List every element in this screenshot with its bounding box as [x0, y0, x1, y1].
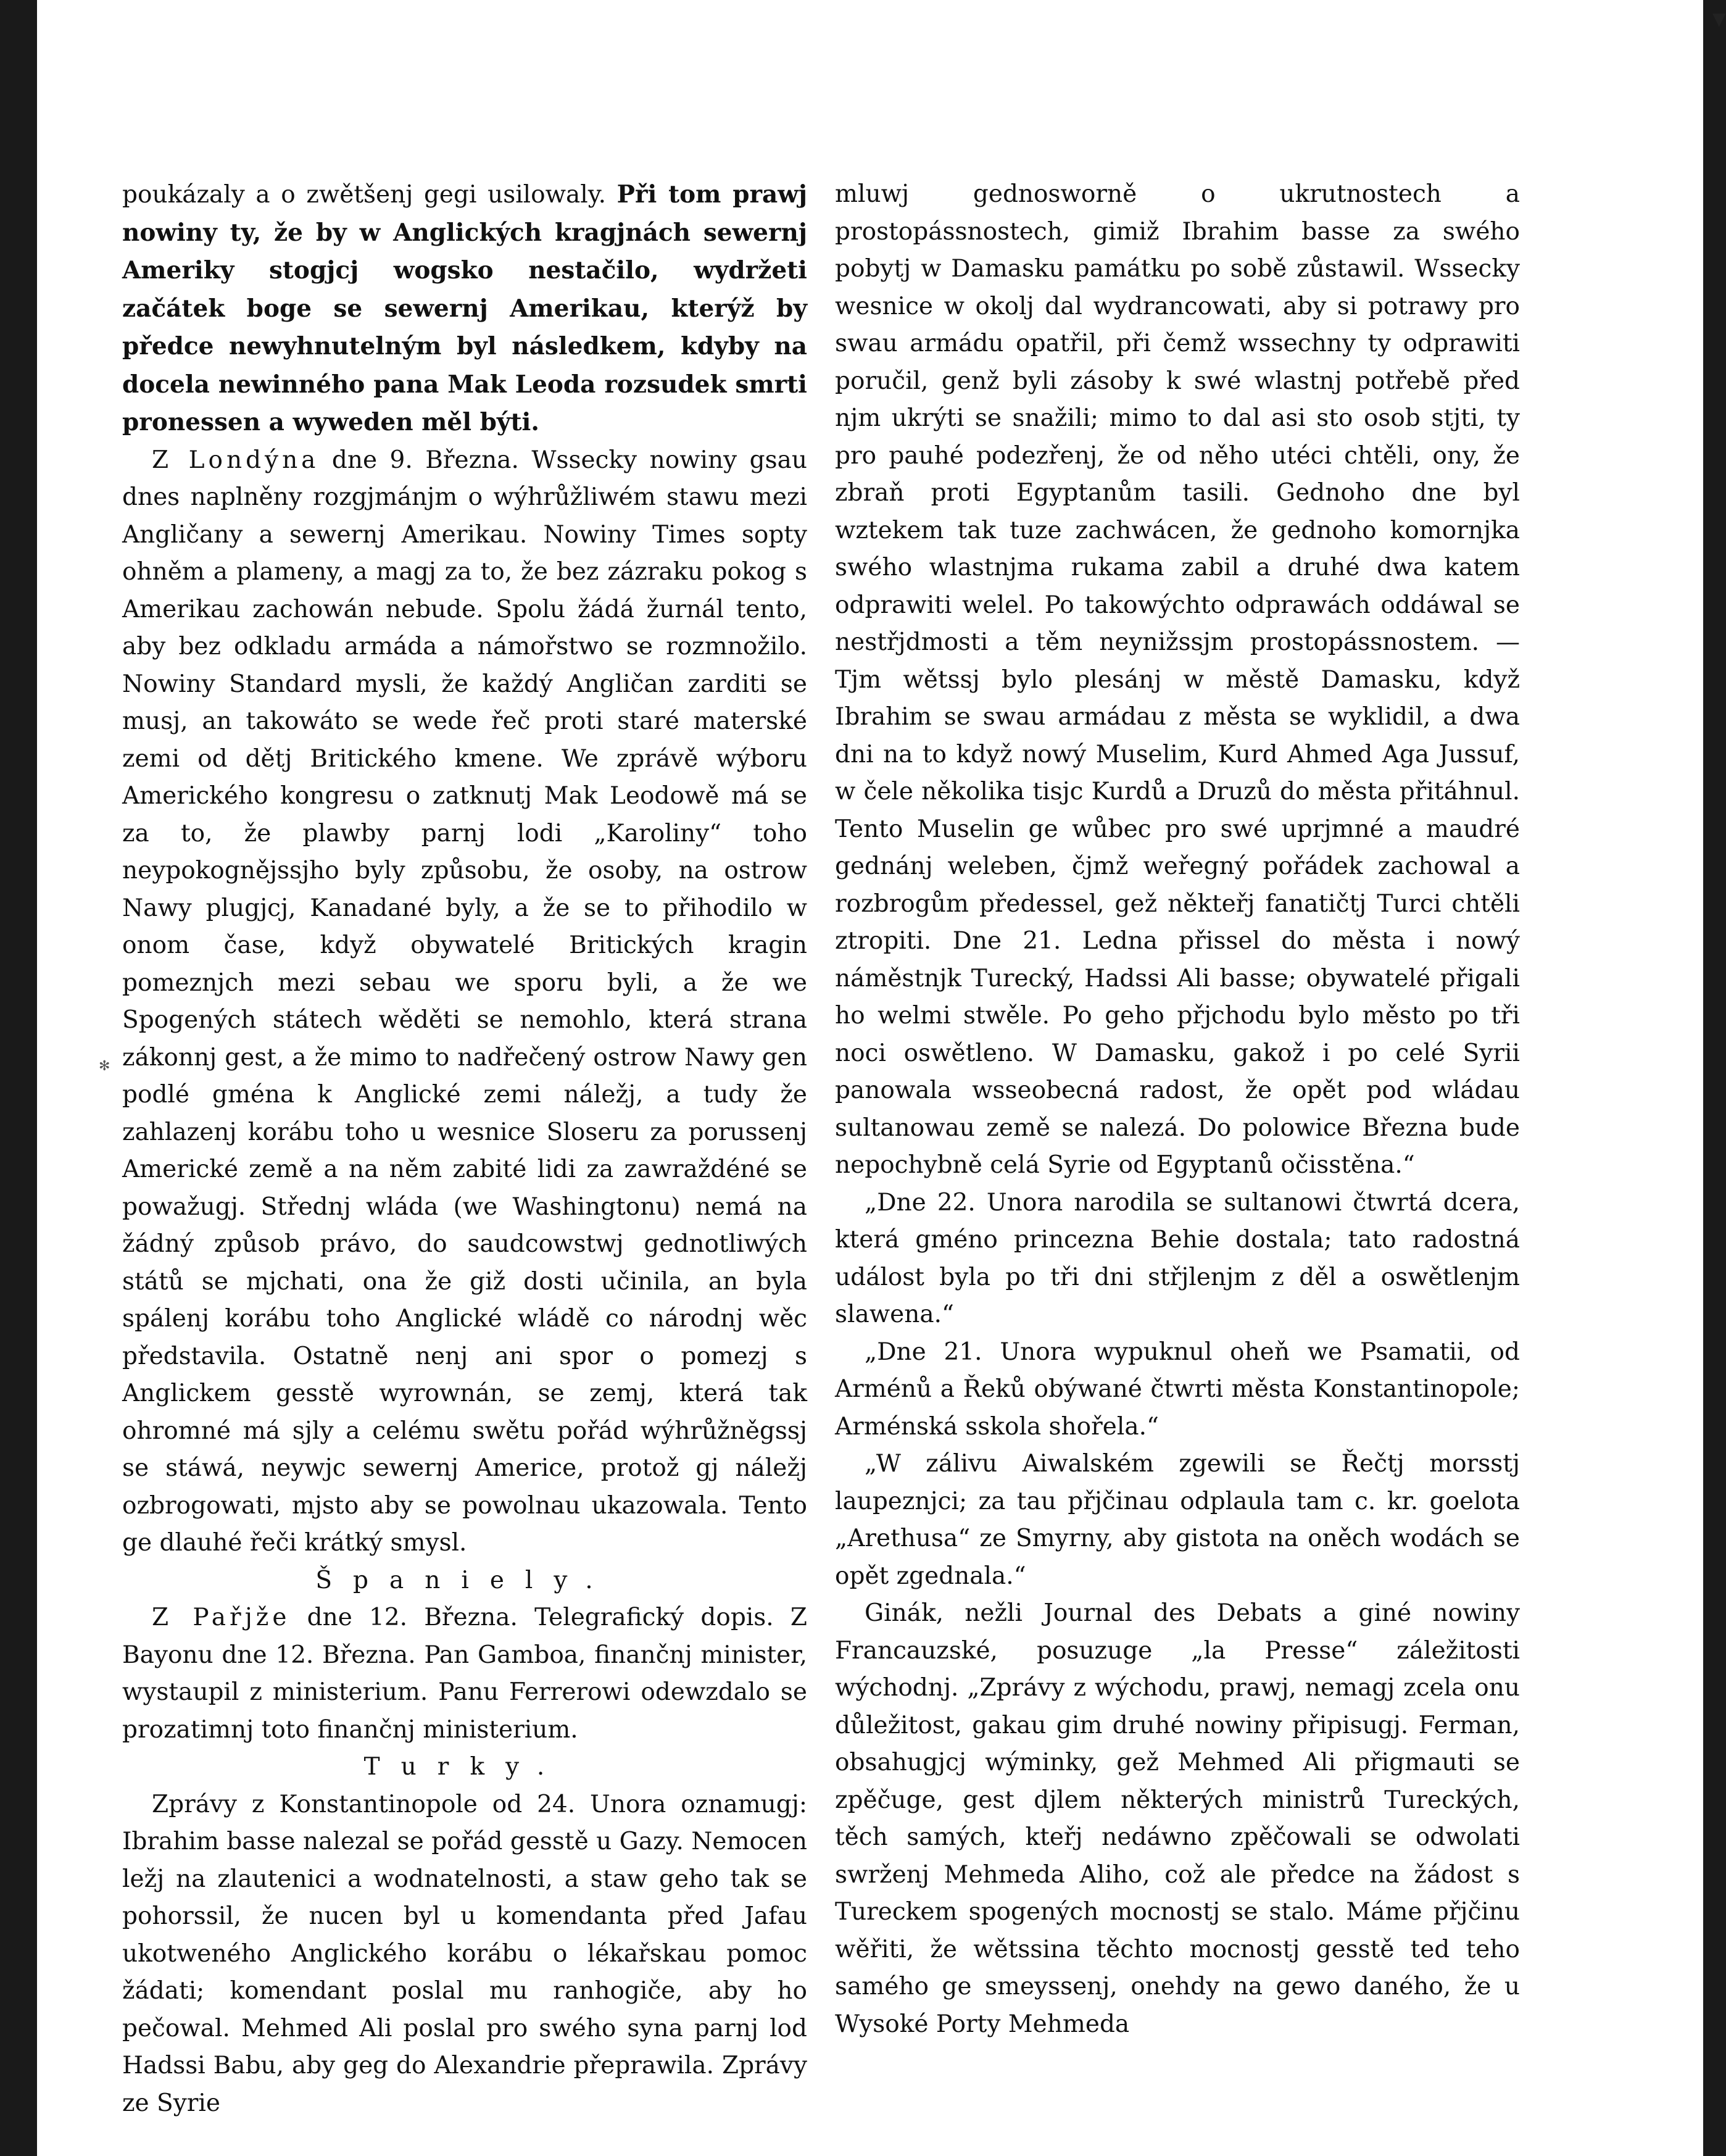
paragraph-sultan-daughter: „Dne 22. Unora narodila se sultanowi čtwrtá dcera, která gméno princezna Behie dostala; tato radostná událost byla po tři dni střjlenjm z děl a oswětlenjm slawena.“: [835, 1188, 1520, 1328]
paragraph-psamatia-fire: „Dne 21. Unora wypuknul oheň we Psamatii, od Arménů a Řeků obýwané čtwrti města Konstantinopole; Arménská sskola shořela.“: [835, 1338, 1520, 1441]
paragraph-la-presse: Ginák, nežli Journal des Debats a giné nowiny Francauzské, posuzuge „la Presse“ záležitosti wýchodnj. „Zprávy z wýchodu, prawj, nemagj zcela onu důležitost, gakau gim druhé nowiny připisugj. Ferman, obsahugjcj wýminky, gež Mehmed Ali přigmauti se zpěčuge, gest djlem některých ministrů Tureckých, těch samých, kteřj nedáwno zpěčowali se odwolati swrženj Mehmeda Aliho, což ale předce na žádost s Tureckem spogených mocnostj se stalo. Máme přjčinu wěřiti, že wětssina těchto mocnostj gesstě ted teho samého ge smeyssenj, onehdy na gewo daného, že u Wysoké Porty Mehmeda: [835, 1599, 1520, 2038]
left-column: [122, 176, 807, 2122]
paragraph-england-continuation: [122, 176, 807, 442]
paragraph-text: poukázaly a o zwětšenj gegi usilowaly.: [122, 181, 617, 209]
dateline-place: Z Pařjže: [152, 1604, 291, 1631]
section-heading-turkey: Turky.: [363, 1753, 566, 1781]
paragraph-constantinople: Zprávy z Konstantinopole od 24. Unora oznamugj: Ibrahim basse nalezal se pořád gesstě u Gazy. Nemocen ležj na zlautenici a wodnatelnosti, a staw geho tak se pohorssil, že nucen byl u komendanta před Jafau ukotweného Anglického korábu o lékařskau pomoc žádati; komendant poslal mu ranhogiče, aby ho pečowal. Mehmed Ali poslal pro swého syna parnj lod Hadssi Babu, aby geg do Alexandrie přeprawila. Zprávy ze Syrie: [122, 1790, 807, 2117]
paragraph-aiwali-pirates: „W zálivu Aiwalském zgewili se Řečtj morsstj laupeznjci; za tau přjčinau odplaula tam c. kr. goelota „Arethusa“ ze Smyrny, aby gistota na oněch wodách se opět zgednala.“: [835, 1450, 1520, 1590]
section-heading-spain: Španiely.: [315, 1566, 614, 1594]
paragraph-syria-continuation: mluwj gednosworně o ukrutnostech a prostopássnostech, gimiž Ibrahim basse za swého pobytj w Damasku památku po sobě zůstawil. Wssecky wesnice w okolj dal wydrancowati, aby si potrawy pro swau armádu opatřil, při čemž wssechny ty odprawiti poručil, genž byli zásoby k swé wlastnj potřebě před njm ukrýti se snažili; mimo to dal asi sto osob stjti, ty pro pauhé podezřenj, že od něho utéci chtěli, ony, že zbraň proti Egyptanům tasili. Gednoho dne byl wztekem tak tuze zachwácen, že gednoho komornjka swého wlastnjma rukama zabil a druhé dwa katem odprawiti welel. Po takowýchto odprawách oddáwal se nestřjdmosti a těm neynižssjm prostopássnostem. — Tjm wětssj bylo plesánj w městě Damasku, když Ibrahim se swau armádau z města se wyklidil, a dwa dni na to když nowý Muselim, Kurd Ahmed Aga Jussuf, w čele několika tisjc Kurdů a Druzů do města přitáhnul. Tento Muselin ge wůbec pro swé uprjmné a maudré gednánj weleben, čjmž weřegný pořádek zachowal a rozbrogům předessel, gež někteřj fanatičtj Turci chtěli ztropiti. Dne 21. Ledna přissel do města i nowý náměstnjk Turecký, Hadssi Ali basse; obywatelé přigali ho welmi stwěle. Po geho přjchodu bylo město po tři noci oswětleno. W Damasku, gakož i po celé Syrii panowala wsseobecná radost, že opět pod wládau sultanowau země se nalezá. Do polowice Března bude nepochybně celá Syrie od Egyptanů očisstěna.“: [835, 180, 1520, 1179]
margin-speck: ✻: [99, 1059, 110, 1074]
right-column: [835, 176, 1520, 2043]
paragraph-text-bold: Při tom prawj nowiny ty, že by w Anglických kragjnách sewernj Ameriky stogjcj wogsko nestačilo, wydržeti začátek boge se sewernj Amerikau, kterýž by předce newyhnutelným byl následkem, kdyby na docela newinného pana Mak Leoda rozsudek smrti pronessen a wyweden měl býti.: [122, 180, 807, 436]
paragraph-london: [122, 442, 807, 1562]
paragraph-paris: [122, 1599, 807, 1749]
paragraph-text: dne 12. Března. Telegrafický dopis. Z Bayonu dne 12. Března. Pan Gamboa, finančnj minister, wystaupil z ministerium. Panu Ferrerowi odewzdalo se prozatimnj toto finančnj ministerium.: [122, 1604, 807, 1744]
paragraph-text: dne 9. Března. Wssecky nowiny gsau dnes naplněny rozgjmánjm o wýhrůžliwém stawu mezi Angličany a sewernj Amerikau. Nowiny Times sopty ohněm a plameny, a magj za to, že bez zázraku pokog s Amerikau zachowán nebude. Spolu žádá žurnál tento, aby bez odkladu armáda a námořstwo se rozmnožilo. Nowiny Standard mysli, že každý Angličan zarditi se musj, an takowáto se wede řeč proti staré materské zemi od dětj Britického kmene. We zprávě wýboru Amerického kongresu o zatknutj Mak Leodowě má se za to, že plawby parnj lodi „Karoliny“ toho neypokognějssjho byly způsobu, že osoby, na ostrow Nawy plugjcj, Kanadané byly, a že se to přihodilo w onom čase, když obywatelé Britických kragin pomeznjch mezi sebau we sporu byli, a že we Spogených státech wěděti se nemohlo, která strana zákonnj gest, a že mimo to nadřečený ostrow Nawy gen podlé gména k Anglické zemi náležj, a tudy že zahlazenj korábu toho u wesnice Sloseru za porussenj Americké země a na něm zabité lidi za zawraždéné se powažugj. Střednj wláda (we Washingtonu) nemá na žádný způsob právo, do saudcowstwj gednotliwých států se mjchati, ona že giž dosti učinila, an byla spálenj korábu toho Anglické wládě co národnj wěc představila. Ostatně nenj ani spor o pomezj s Anglickem gesstě wyrownán, se zemj, která tak ohromné má sjly a celému swětu pořád wýhrůžněgssj se stáwá, neywjc sewernj Americe, protož gj náležj ozbrogowati, mjsto aby se powolnau ukazowala. Tento ge dlauhé řeči krátký smysl.: [122, 446, 807, 1557]
dateline-place: Z Londýna: [152, 446, 320, 474]
registration-mark: ▼: [1712, 9, 1726, 29]
newspaper-page: [37, 0, 1726, 2156]
